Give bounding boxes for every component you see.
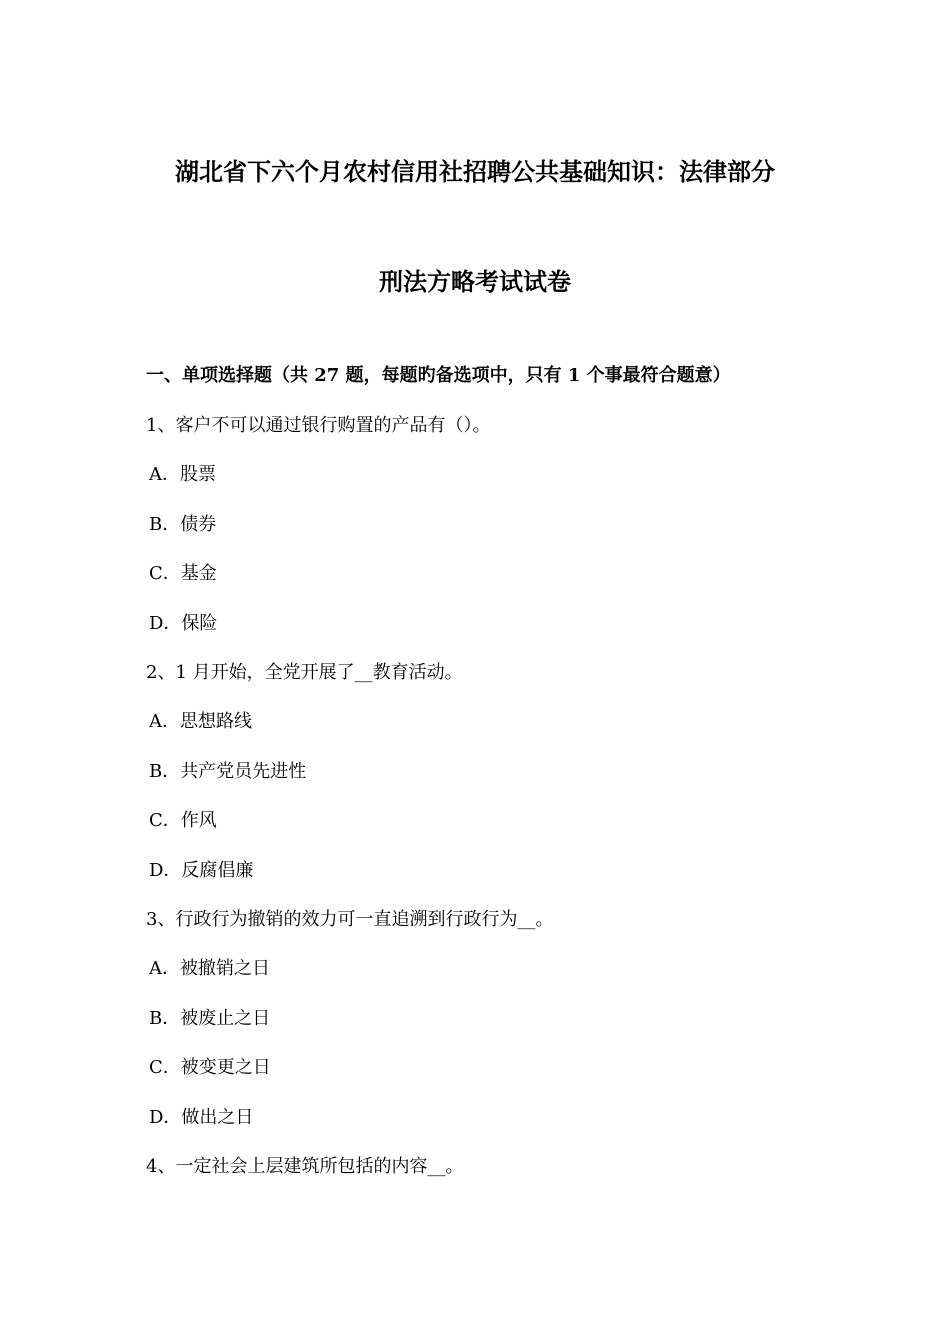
- document-title-line-1: 湖北省下六个月农村信用社招聘公共基础知识：法律部分: [175, 157, 775, 186]
- question-3-option-d: D．做出之日: [149, 1107, 254, 1128]
- question-3-option-b: B．被废止之日: [149, 1008, 271, 1029]
- question-4-stem: 4、一定社会上层建筑所包括的内容__。: [146, 1156, 464, 1177]
- question-2-option-d: D．反腐倡廉: [149, 860, 254, 881]
- question-2-option-c: C．作风: [149, 810, 217, 831]
- document-title-line-2: 刑法方略考试试卷: [379, 267, 571, 296]
- question-1-option-c: C．基金: [149, 563, 217, 584]
- question-2-option-a: A．思想路线: [149, 711, 252, 732]
- question-3-option-a: A．被撤销之日: [149, 958, 270, 979]
- question-3-stem: 3、行政行为撤销的效力可一直追溯到行政行为__。: [146, 909, 554, 930]
- question-1-option-a: A．股票: [149, 464, 216, 485]
- question-1-stem: 1、客户不可以通过银行购置的产品有（）。: [146, 415, 491, 436]
- question-1-option-b: B．债券: [149, 514, 217, 535]
- section-heading: 一、单项选择题（共 27 题，每题旳备选项中，只有 1 个事最符合题意）: [146, 365, 731, 386]
- question-1-option-d: D．保险: [149, 613, 218, 634]
- question-3-option-c: C．被变更之日: [149, 1057, 271, 1078]
- question-2-option-b: B．共产党员先进性: [149, 761, 307, 782]
- question-2-stem: 2、1 月开始，全党开展了__教育活动。: [146, 662, 463, 683]
